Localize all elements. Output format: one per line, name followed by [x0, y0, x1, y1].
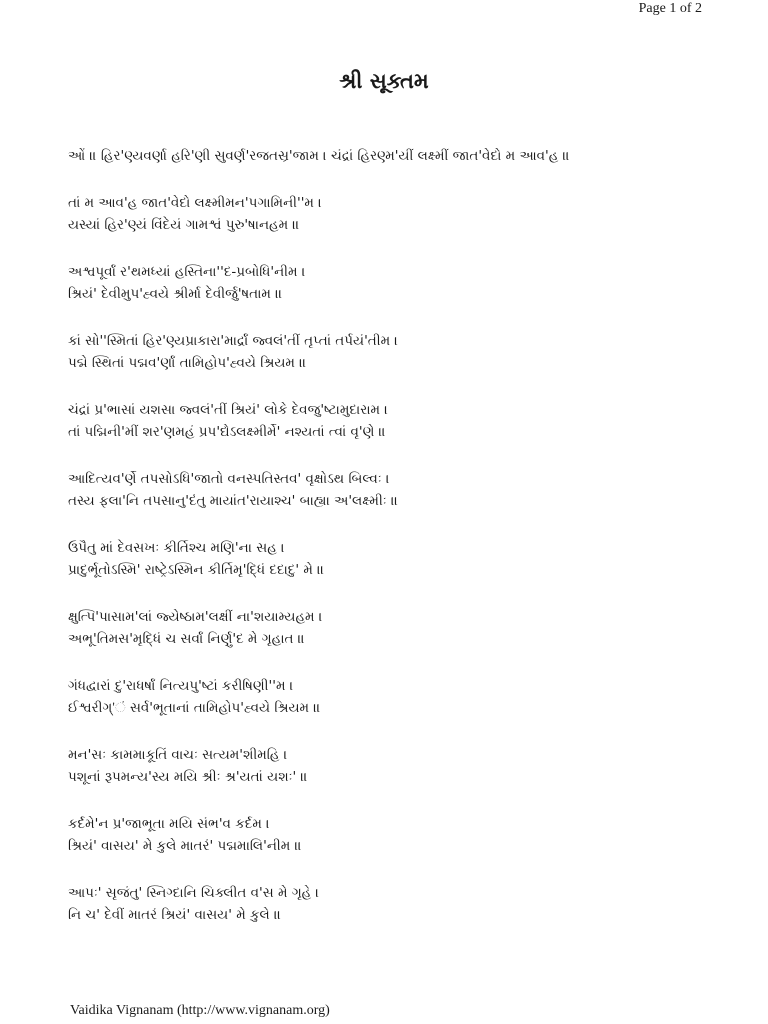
verse-4	[68, 330, 748, 374]
verse-line: કર્દમે'ન પ્ર'જાભૂતા મયિ સંભ'વ કર્દમ ।	[68, 816, 270, 832]
verse-line: ઈશ્વરીગ્'ં સર્વ'ભૂતાનાં તામિહોપ'હ્વયે શ્રિયમ ॥	[68, 700, 321, 716]
page-title: શ્રી સૂક્તમ	[339, 69, 429, 93]
verse-3	[68, 261, 748, 305]
verse-7	[68, 537, 748, 581]
verse-line: પશૂનાં રૂપમન્ય'સ્ય મયિ શ્રીઃ શ્ર'યતાં યશઃ' ॥	[68, 769, 308, 785]
verse-line: ઓં ॥ હિર'ણ્યવર્ણા હરિ'ણી સુવર્ણ'રજતસ્ર'જામ । ચંદ્રાં હિરણ્મ'યીં લક્ષ્મીં જાત'વેદો મ આવ'હ ॥	[68, 148, 570, 164]
page-number: Page 1 of 2	[638, 1, 702, 16]
verse-9	[68, 675, 748, 719]
verse-line: ગંધદ્વારાં દુ'રાધર્ષાં નિત્યપુ'ષ્ટાં કરીષિણી''મ ।	[68, 678, 294, 694]
verse-line: મન'સઃ કામમાકૂતિં વાચઃ સત્યમ'શીમહિ ।	[68, 747, 288, 763]
verse-line: ચંદ્રાં પ્ર'ભાસાં યશસા જ્વલં'તીં શ્રિયં' લોકે દેવજુ'ષ્ટામુદારામ ।	[68, 402, 388, 418]
verse-12	[68, 882, 748, 926]
verse-line: યસ્યાં હિર'ણ્યં વિંદેયં ગામશ્વં પુરુ'ષાનહમ ॥	[68, 217, 300, 233]
verse-line: પ્રાદુર્ભૂતોઽસ્મિ' રાષ્ટ્રેઽસ્મિન કીર્તિમૃ'દ્ધિં દદાદુ' મે ॥	[68, 562, 325, 578]
verse-line: તાં પદ્મિની'મીં શર'ણમહં પ્રપ'દ્યેઽલક્ષ્મીર્મે' નશ્યતાં ત્વાં વૃ'ણે ॥	[68, 424, 386, 440]
verse-2	[68, 192, 748, 236]
footer-source: Vaidika Vignanam (http://www.vignanam.org)	[70, 1003, 330, 1018]
verse-line: નિ ચ' દેવીં માતરં શ્રિયં' વાસય' મે કુલે ॥	[68, 907, 282, 923]
verse-line: ક્ષુત્પિ'પાસામ'લાં જ્યેષ્ઠામ'લક્ષીં ના'શયામ્યહમ ।	[68, 609, 323, 625]
verse-8	[68, 606, 748, 650]
verse-line: તસ્ય ફલા'નિ તપસાનુ'દંતુ માયાંત'રાયાશ્ચ' બાહ્યા અ'લક્ષ્મીઃ ॥	[68, 493, 399, 509]
verse-line: શ્રિયં' દેવીમુપ'હ્વયે શ્રીર્મા દેવીર્જુ'ષતામ ॥	[68, 286, 283, 302]
verse-6	[68, 468, 748, 512]
verse-line: ઉપૈતુ માં દેવસખઃ કીર્તિશ્ચ મણિ'ના સહ ।	[68, 540, 285, 556]
verse-5	[68, 399, 748, 443]
verse-1	[68, 145, 748, 167]
verse-10	[68, 744, 748, 788]
verse-line: અશ્વપૂર્વાં ર'થમધ્યાં હસ્તિના''દ-પ્રબોધિ'નીમ ।	[68, 264, 306, 280]
verse-line: આદિત્યવ'ર્ણે તપસોઽધિ'જાતો વનસ્પતિસ્તવ' વૃક્ષોઽથ બિલ્વઃ ।	[68, 471, 390, 487]
verse-line: પદ્મે સ્થિતાં પદ્મવ'ર્ણાં તામિહોપ'હ્વયે શ્રિયમ ॥	[68, 355, 307, 371]
verse-11	[68, 813, 748, 857]
verse-line: કાં સો''સ્મિતાં હિર'ણ્યપ્રાકારા'માર્દ્રાં જ્વલં'તીં તૃપ્તાં તર્પયં'તીમ ।	[68, 333, 399, 349]
verse-line: તાં મ આવ'હ જાત'વેદો લક્ષ્મીમન'પગામિની''મ ।	[68, 195, 322, 211]
verse-line: આપઃ' સૃજંતુ' સ્નિગ્દાનિ ચિક્લીત વ'સ મે ગૃહે ।	[68, 885, 320, 901]
verse-list	[68, 145, 748, 951]
verse-line: શ્રિયં' વાસય' મે કુલે માતરં' પદ્મમાલિ'નીમ ॥	[68, 838, 302, 854]
verse-line: અભૂ'તિમસ'મૃદ્ધિં ચ સર્વાં નિર્ણુ'દ મે ગૃહાત ॥	[68, 631, 305, 647]
